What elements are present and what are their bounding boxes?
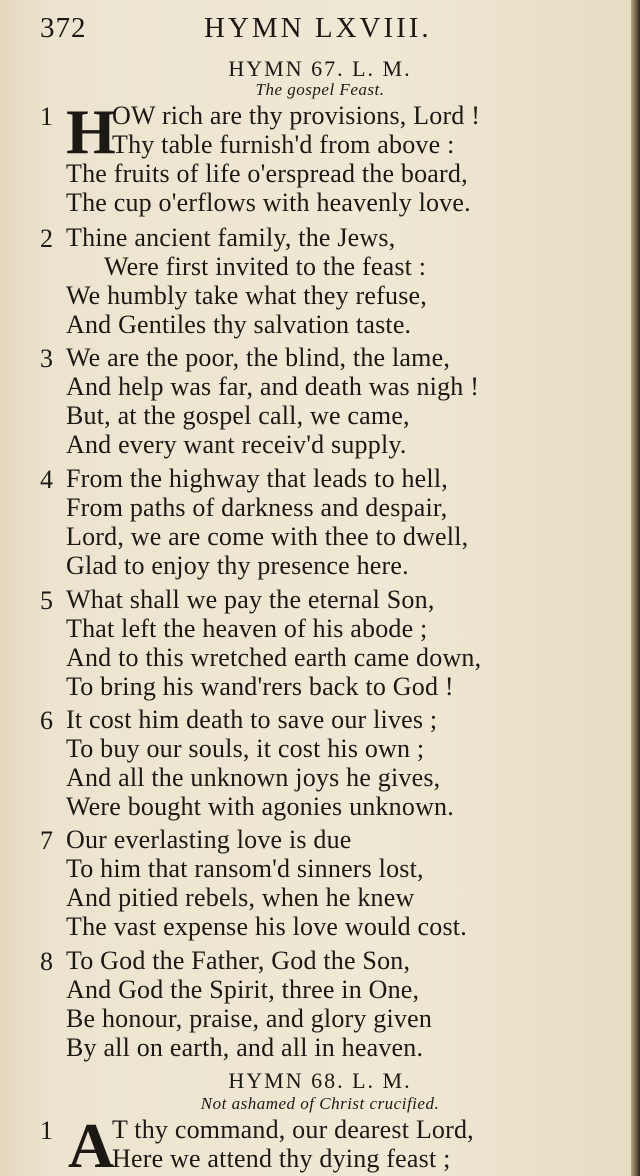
stanza-number: 1	[40, 1116, 53, 1145]
page-number: 372	[40, 12, 87, 44]
stanza-number: 7	[40, 826, 53, 855]
verse-line: The vast expense his love would cost.	[66, 912, 467, 941]
hymn-68-subtitle: Not ashamed of Christ crucified.	[200, 1094, 440, 1113]
verse-line: Be honour, praise, and glory given	[66, 1004, 433, 1033]
verse-line: What shall we pay the eternal Son,	[66, 585, 435, 614]
verse-line: Were first invited to the feast :	[104, 252, 427, 281]
verse-line: It cost him death to save our lives ;	[66, 705, 438, 734]
stanza-number: 2	[40, 224, 53, 253]
verse-line: But, at the gospel call, we came,	[66, 401, 410, 430]
verse-line: To God the Father, God the Son,	[66, 946, 411, 975]
verse-line: And Gentiles thy salvation taste.	[66, 310, 412, 339]
verse-line: To buy our souls, it cost his own ;	[66, 734, 425, 763]
verse-line: OW rich are thy provisions, Lord !	[112, 101, 481, 130]
drop-cap: A	[68, 1110, 113, 1176]
verse-line: Here we attend thy dying feast ;	[112, 1144, 451, 1173]
drop-cap: H	[66, 96, 114, 167]
verse-line: And all the unknown joys he gives,	[66, 763, 441, 792]
verse-line: We are the poor, the blind, the lame,	[66, 343, 451, 372]
verse-line: Lord, we are come with thee to dwell,	[66, 522, 469, 551]
verse-line: And to this wretched earth came down,	[66, 643, 482, 672]
stanza-number: 3	[40, 344, 53, 373]
hymn-68-heading: HYMN 68. L. M.	[228, 1068, 412, 1093]
verse-line: Glad to enjoy thy presence here.	[66, 551, 409, 580]
page-header	[0, 12, 640, 56]
stanza-number: 6	[40, 706, 53, 735]
page-edge	[631, 0, 640, 1176]
stanza-number: 8	[40, 947, 53, 976]
verse-line: By all on earth, and all in heaven.	[66, 1033, 424, 1062]
verse-line: The cup o'erflows with heavenly love.	[66, 188, 471, 217]
verse-line: That left the heaven of his abode ;	[66, 614, 428, 643]
stanza-number: 1	[40, 102, 53, 131]
running-title: HYMN LXVIII.	[204, 12, 432, 44]
verse-line: And help was far, and death was nigh !	[66, 372, 480, 401]
verse-line: The fruits of life o'erspread the board,	[66, 159, 468, 188]
verse-line: And every want receiv'd supply.	[66, 430, 407, 459]
verse-line: From paths of darkness and despair,	[66, 493, 448, 522]
verse-line: Were bought with agonies unknown.	[66, 792, 454, 821]
verse-line: And pitied rebels, when he knew	[66, 883, 415, 912]
hymn-67-heading: HYMN 67. L. M.	[228, 56, 412, 81]
verse-line: We humbly take what they refuse,	[66, 281, 427, 310]
verse-line: Thine ancient family, the Jews,	[66, 223, 396, 252]
hymn-67-subtitle: The gospel Feast.	[255, 80, 385, 99]
verse-line: To him that ransom'd sinners lost,	[66, 854, 424, 883]
verse-line: And God the Spirit, three in One,	[66, 975, 420, 1004]
verse-line: From the highway that leads to hell,	[66, 464, 448, 493]
verse-line: To bring his wand'rers back to God !	[66, 672, 454, 701]
stanza-number: 5	[40, 586, 53, 615]
verse-line: T thy command, our dearest Lord,	[112, 1115, 474, 1144]
verse-line: Thy table furnish'd from above :	[112, 130, 455, 159]
stanza-number: 4	[40, 465, 53, 494]
verse-line: Our everlasting love is due	[66, 825, 352, 854]
